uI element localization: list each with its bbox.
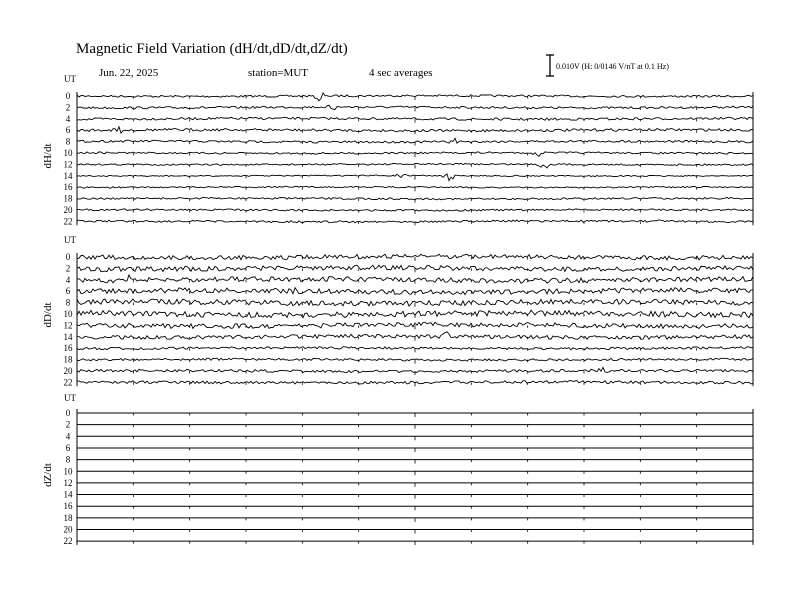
hour-label: 10 bbox=[63, 148, 73, 158]
hour-label: 16 bbox=[63, 501, 73, 512]
hour-label: 12 bbox=[63, 320, 73, 331]
hour-label: 2 bbox=[65, 263, 71, 274]
hour-label: 10 bbox=[63, 309, 73, 319]
ut-label: UT bbox=[64, 235, 76, 245]
hour-label: 20 bbox=[63, 524, 73, 535]
panel-2 bbox=[42, 235, 753, 387]
hour-label: 20 bbox=[63, 205, 73, 215]
hour-label: 16 bbox=[63, 182, 73, 193]
hour-label: 8 bbox=[65, 297, 71, 308]
ut-label: UT bbox=[64, 393, 76, 403]
scale-note: 0.010V (H: 0/0146 V/nT at 0.1 Hz) bbox=[556, 62, 669, 71]
hour-label: 0 bbox=[65, 91, 71, 101]
panel-3 bbox=[42, 393, 753, 546]
hour-label: 18 bbox=[63, 193, 73, 204]
hour-label: 22 bbox=[63, 536, 73, 547]
hour-label: 10 bbox=[63, 466, 73, 477]
hour-label: 4 bbox=[65, 274, 71, 285]
scale-bar bbox=[546, 55, 554, 76]
hour-label: 14 bbox=[63, 489, 73, 500]
hour-label: 0 bbox=[65, 408, 71, 418]
hour-label: 22 bbox=[63, 216, 73, 227]
panel-1 bbox=[42, 74, 753, 226]
ut-label: UT bbox=[64, 74, 76, 84]
hour-label: 2 bbox=[65, 419, 71, 430]
panels bbox=[42, 74, 753, 546]
date-label: Jun. 22, 2025 bbox=[99, 67, 159, 79]
hour-label: 18 bbox=[63, 354, 73, 365]
hour-label: 20 bbox=[63, 366, 73, 376]
hour-label: 6 bbox=[65, 286, 71, 297]
averaging-label: 4 sec averages bbox=[369, 67, 433, 79]
panel-axis-label: dH/dt bbox=[42, 143, 54, 169]
hour-label: 6 bbox=[65, 125, 71, 136]
hour-label: 14 bbox=[63, 331, 73, 342]
hour-label: 12 bbox=[63, 159, 73, 170]
hour-label: 4 bbox=[65, 431, 71, 442]
station-label: station=MUT bbox=[248, 67, 308, 79]
hour-label: 8 bbox=[65, 454, 71, 465]
hour-label: 18 bbox=[63, 512, 73, 523]
chart-title: Magnetic Field Variation (dH/dt,dD/dt,dZ/dt) bbox=[76, 41, 348, 57]
hour-label: 6 bbox=[65, 442, 71, 453]
hour-label: 4 bbox=[65, 113, 71, 124]
hour-label: 16 bbox=[63, 343, 73, 354]
panel-axis-label: dD/dt bbox=[42, 302, 54, 328]
hour-label: 12 bbox=[63, 477, 73, 488]
panel-axis-label: dZ/dt bbox=[42, 463, 54, 487]
hour-label: 2 bbox=[65, 102, 71, 113]
hour-label: 14 bbox=[63, 170, 73, 181]
hour-label: 8 bbox=[65, 136, 71, 147]
hour-label: 0 bbox=[65, 252, 71, 262]
hour-label: 22 bbox=[63, 377, 73, 388]
